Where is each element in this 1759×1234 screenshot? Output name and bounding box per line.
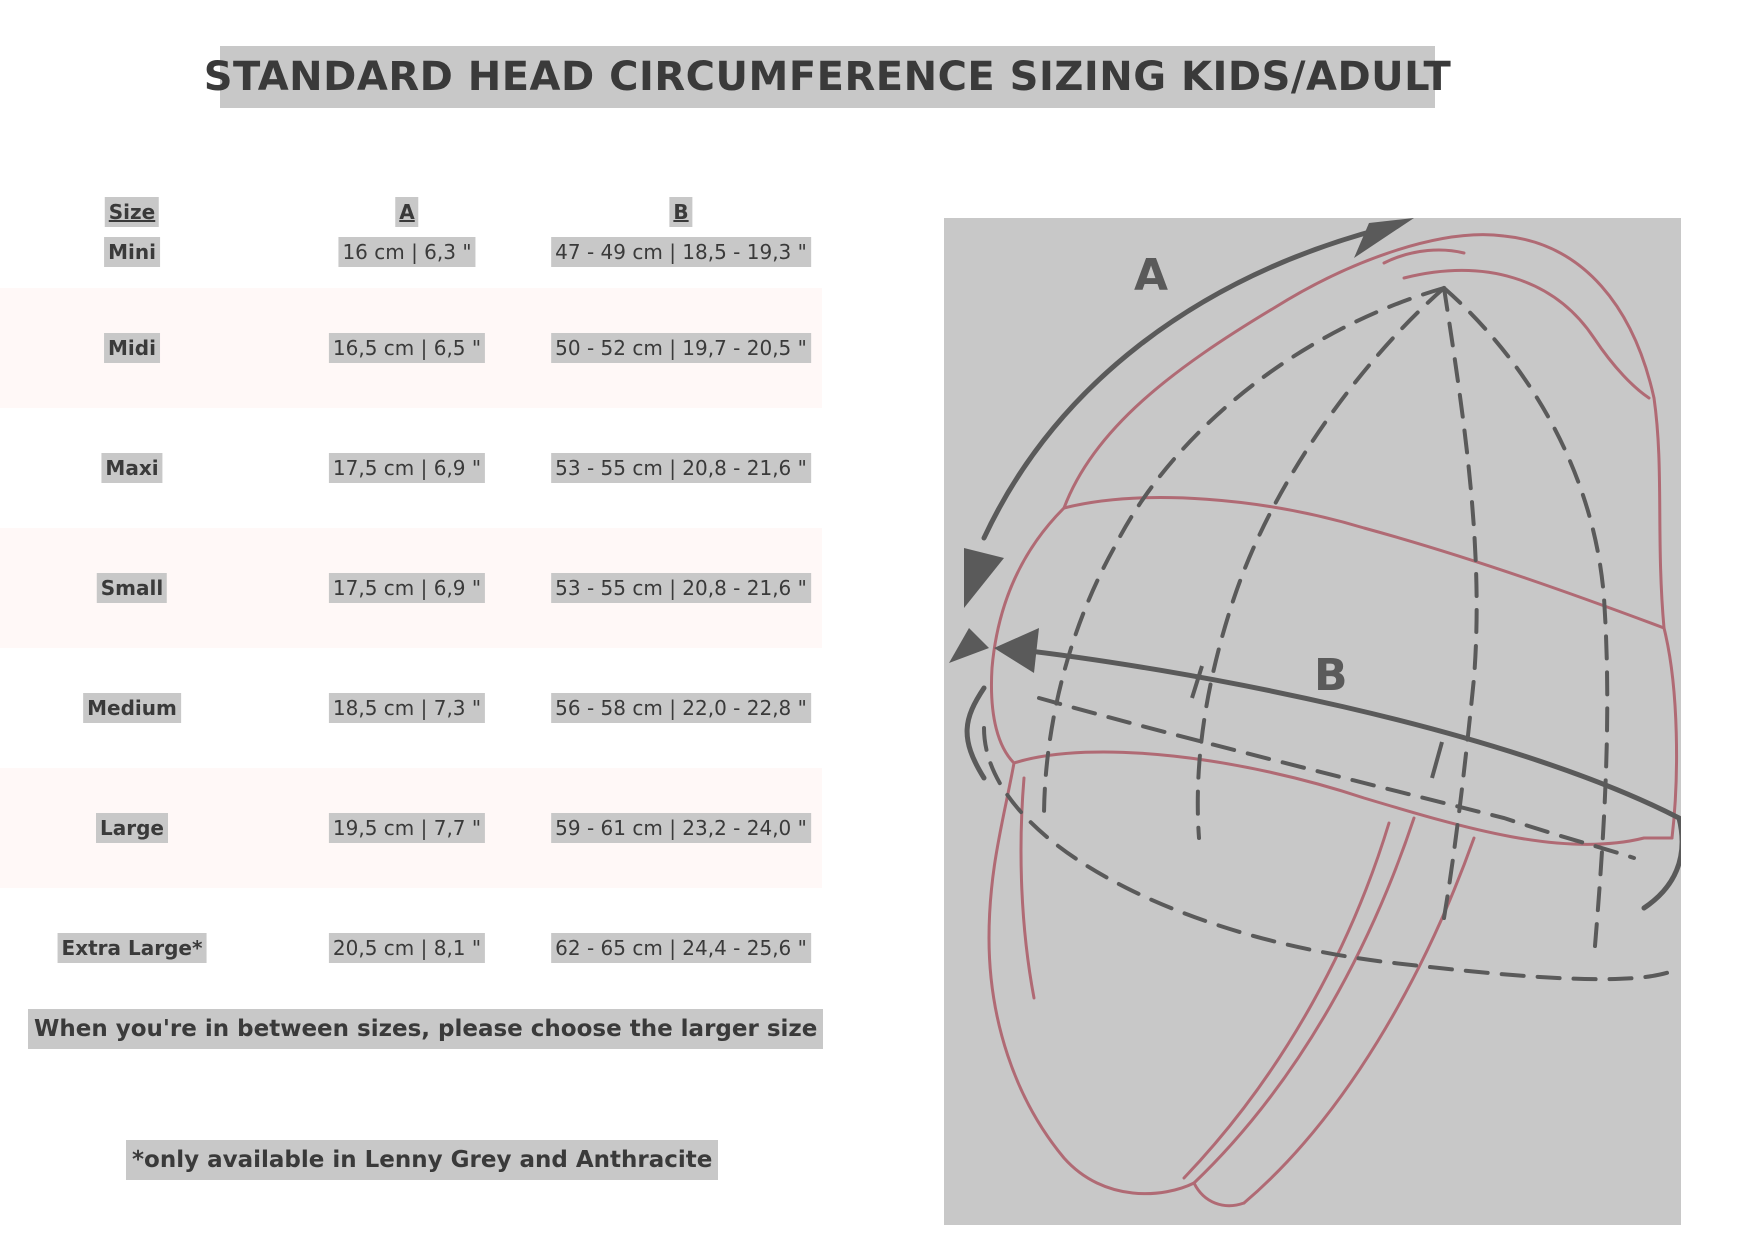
size-cell: Extra Large*	[58, 933, 207, 963]
size-cell: Mini	[104, 237, 160, 267]
header-size: Size	[105, 197, 159, 227]
b-cell: 47 - 49 cm | 18,5 - 19,3 "	[551, 237, 811, 267]
between-sizes-note: When you're in between sizes, please choose the larger size	[28, 1009, 823, 1049]
page-title: STANDARD HEAD CIRCUMFERENCE SIZING KIDS/ADULT	[220, 46, 1435, 108]
size-cell: Medium	[83, 693, 181, 723]
a-cell: 16,5 cm | 6,5 "	[329, 333, 485, 363]
size-cell: Large	[96, 813, 168, 843]
a-cell: 19,5 cm | 7,7 "	[329, 813, 485, 843]
availability-note: *only available in Lenny Grey and Anthracite	[126, 1140, 718, 1180]
size-cell: Small	[97, 573, 167, 603]
a-cell: 16 cm | 6,3 "	[338, 237, 475, 267]
a-cell: 17,5 cm | 6,9 "	[329, 453, 485, 483]
label-a: A	[1134, 250, 1169, 301]
a-cell: 17,5 cm | 6,9 "	[329, 573, 485, 603]
beanie-illustration	[944, 218, 1681, 1225]
size-cell: Maxi	[101, 453, 162, 483]
header-b: B	[669, 197, 692, 227]
b-cell: 53 - 55 cm | 20,8 - 21,6 "	[551, 573, 811, 603]
size-cell: Midi	[104, 333, 160, 363]
label-b: B	[1314, 650, 1348, 701]
b-cell: 50 - 52 cm | 19,7 - 20,5 "	[551, 333, 811, 363]
header-a: A	[395, 197, 418, 227]
b-cell: 62 - 65 cm | 24,4 - 25,6 "	[551, 933, 811, 963]
b-cell: 59 - 61 cm | 23,2 - 24,0 "	[551, 813, 811, 843]
a-cell: 18,5 cm | 7,3 "	[329, 693, 485, 723]
b-cell: 53 - 55 cm | 20,8 - 21,6 "	[551, 453, 811, 483]
b-cell: 56 - 58 cm | 22,0 - 22,8 "	[551, 693, 811, 723]
a-cell: 20,5 cm | 8,1 "	[329, 933, 485, 963]
